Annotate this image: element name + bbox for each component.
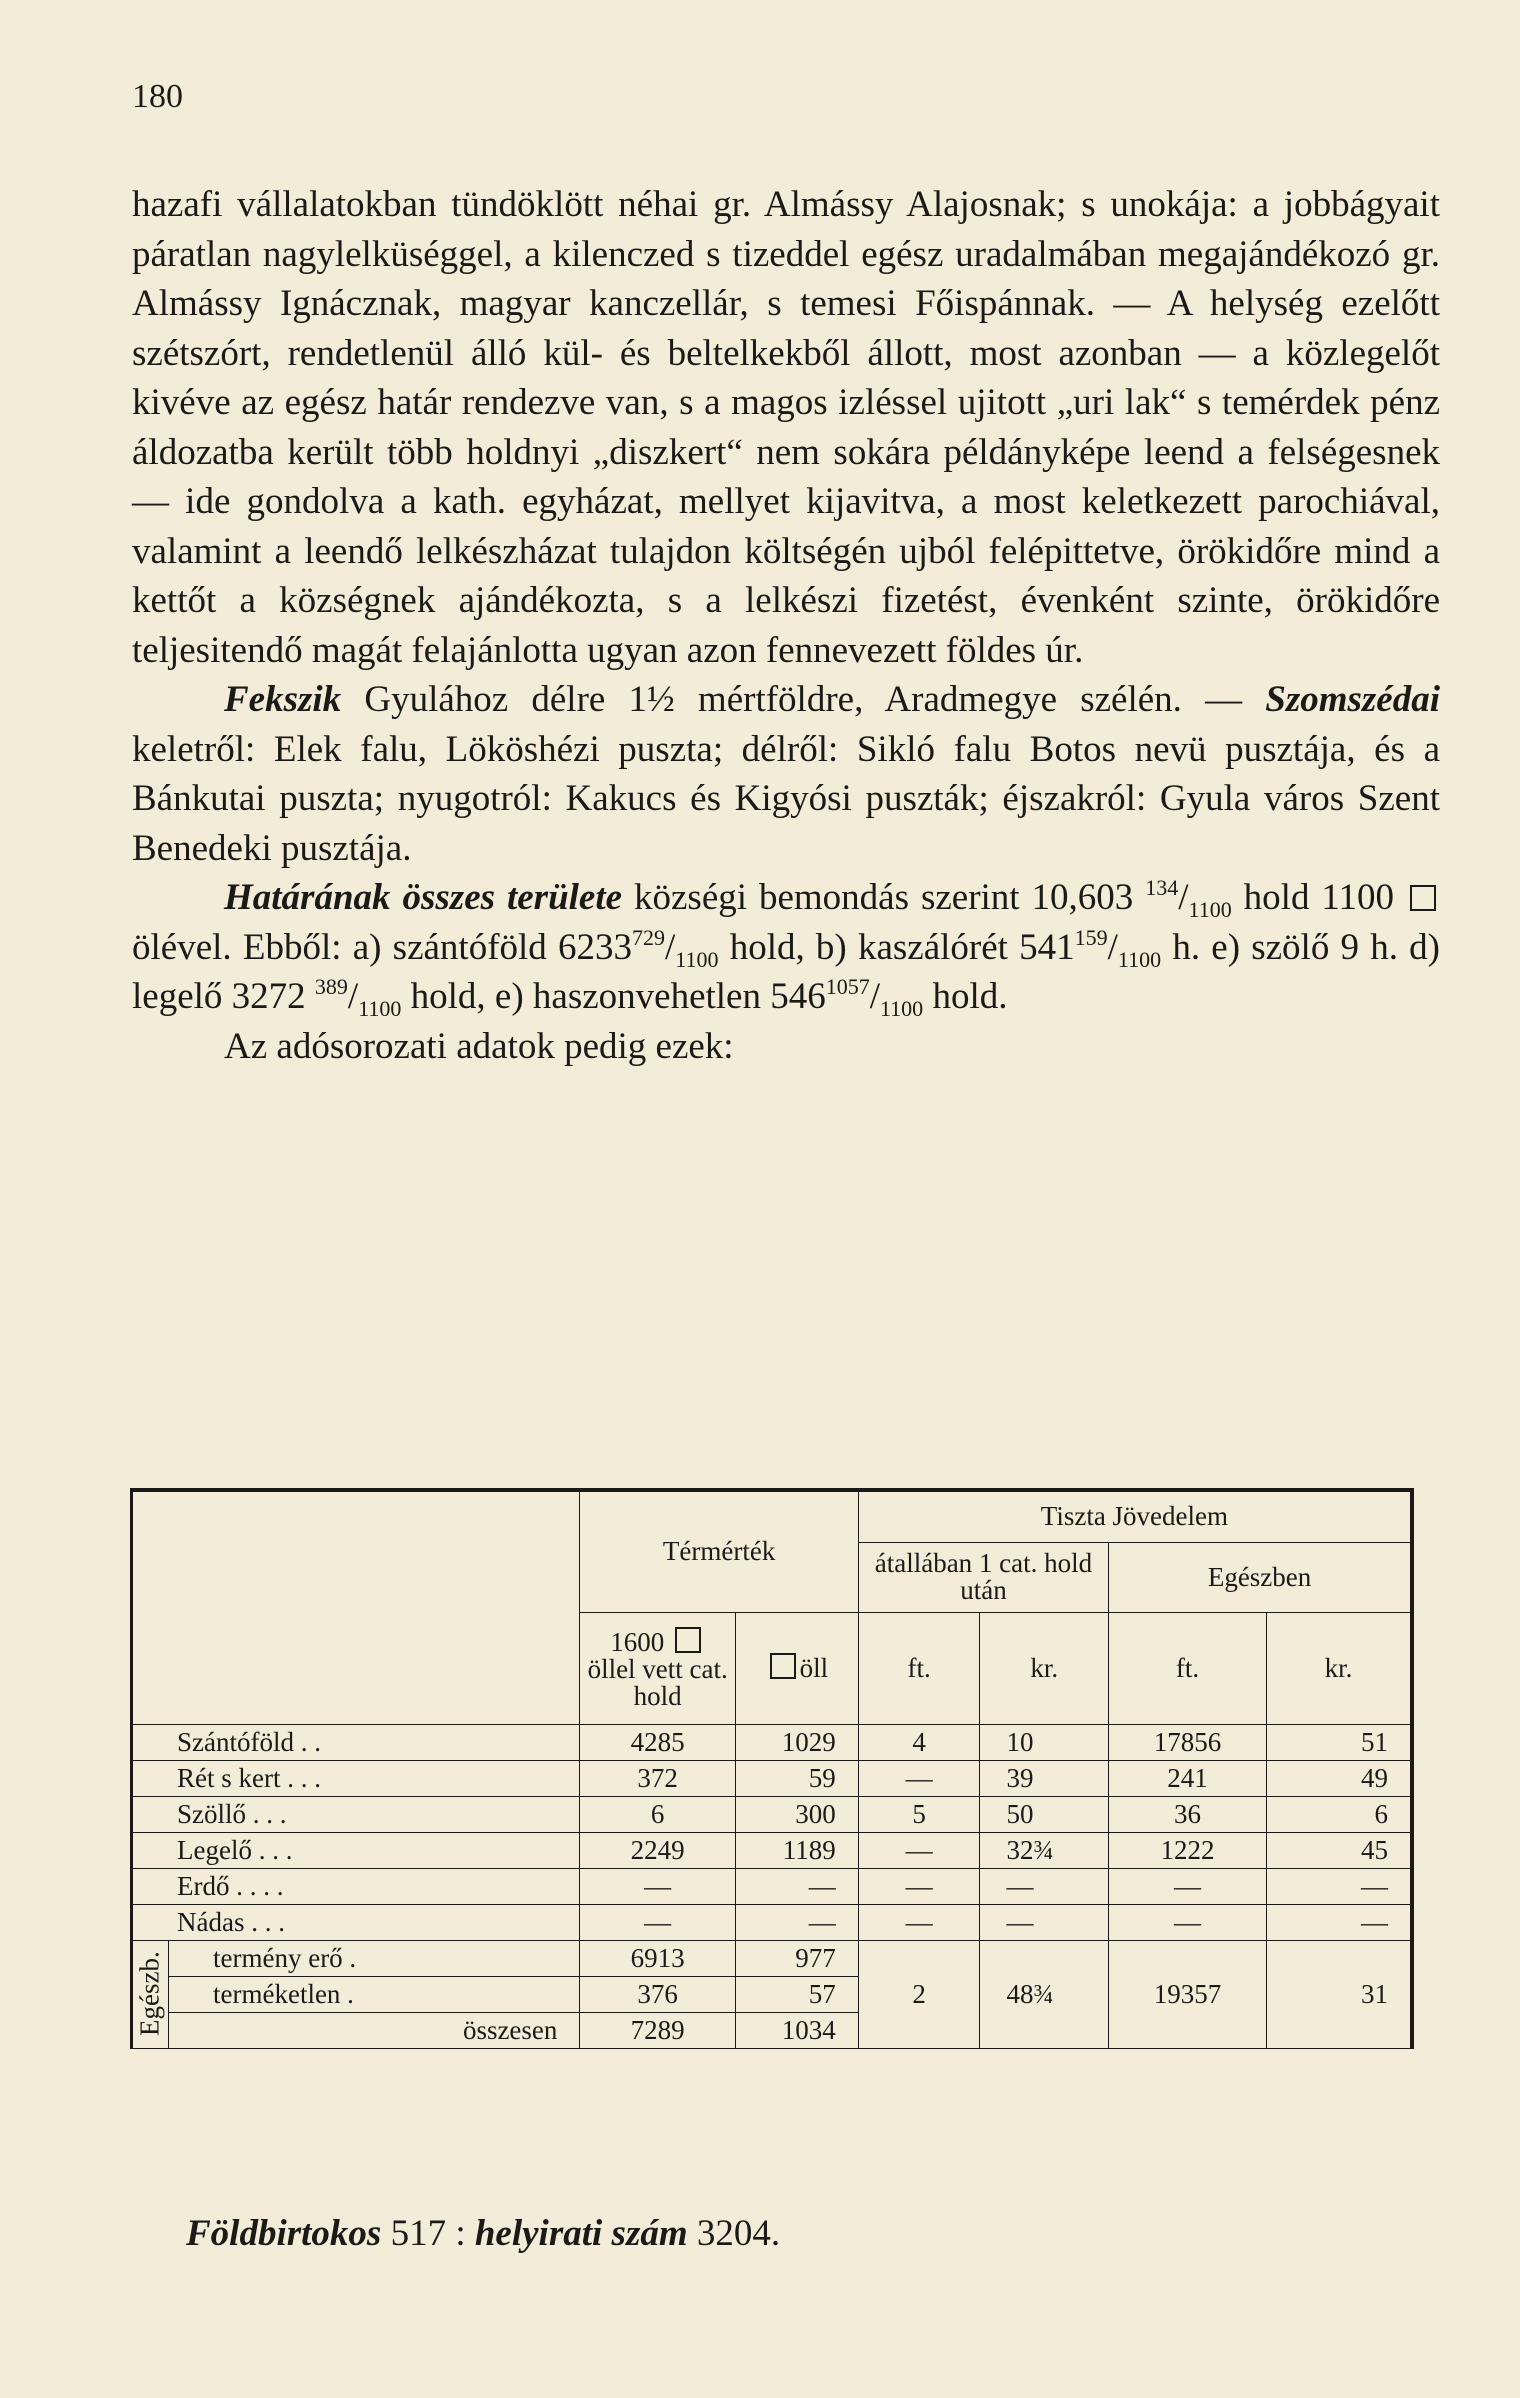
summary-row: Egészb. termény erő . 6913 977 2 48¾ 19357 31 <box>132 1940 1413 1976</box>
paragraph-4: Az adósorozati adatok pedig ezek: <box>224 1025 734 1067</box>
p3-text-b: hold 1100 <box>1231 877 1395 918</box>
paragraph-3 <box>132 873 1440 1022</box>
table-row: Erdő . . . . — — — — — — <box>132 1868 1413 1904</box>
table-row: Nádas . . . — — — — — — <box>132 1904 1413 1940</box>
p3-text-f: hold, e) haszonvehetlen 546 <box>401 976 826 1017</box>
fraction-2: $^{729}/_{1100}$ <box>632 924 719 972</box>
square-unit-icon <box>770 1653 796 1679</box>
p2-fraction: ½ <box>647 679 675 720</box>
term-hatar: Határának összes területe <box>224 877 623 918</box>
header-kr-1: kr. <box>980 1612 1109 1724</box>
header-1600-ollel: 1600 öllel vett cat. hold <box>580 1612 736 1724</box>
summary-row: terméketlen . 376 57 <box>132 1976 1413 2012</box>
tax-table <box>130 1488 1414 2049</box>
sum-ft-1: 2 <box>858 1940 980 2048</box>
header-egeszben: Egészben <box>1109 1542 1412 1612</box>
p2-text-c: keletről: Elek falu, Lököshézi puszta; délről: Sikló falu Botos nevü pusztája, és a Bánkutai puszta; nyugotról: Kakucs és Kigyósi puszták; éjszakról: Gyula város Szent Benedeki pusztája. <box>132 728 1440 869</box>
table-row: Szöllő . . . 6 300 5 50 36 6 <box>132 1796 1413 1832</box>
p3-text-g: hold. <box>923 976 1008 1017</box>
body-text <box>132 180 1440 1071</box>
fraction-1: $^{134}/_{1100}$ <box>1145 875 1232 922</box>
summary-row: összesen 7289 1034 <box>132 2012 1413 2048</box>
p3-text-a: községi bemondás szerint 10,603 <box>622 877 1146 918</box>
table-row: Szántóföld . . 4285 1029 4 10 17856 51 <box>132 1724 1413 1760</box>
header-ft-2: ft. <box>1109 1612 1267 1724</box>
p2-text-b: mértföldre, Aradmegye szélén. — <box>674 679 1266 720</box>
square-unit-icon <box>1410 885 1436 911</box>
p3-text-c: ölével. Ebből: a) szántóföld 6233 <box>132 926 633 968</box>
header-termertek: Térmérték <box>580 1490 858 1612</box>
paragraph-2 <box>132 675 1440 873</box>
footer-value-2: 3204. <box>687 2213 781 2254</box>
footer-term-2: helyirati szám <box>474 2213 688 2254</box>
fraction-3: $^{159}/_{1100}$ <box>1074 924 1162 972</box>
page-number: 180 <box>132 78 183 115</box>
side-label-egeszb: Egészb. <box>132 1940 169 2048</box>
table-row: Rét s kert . . . 372 59 — 39 241 49 <box>132 1760 1413 1796</box>
header-atallaban: átallában 1 cat. hold után <box>858 1542 1108 1612</box>
sum-kr-1: 48¾ <box>980 1940 1109 2048</box>
table-row: Legelő . . . 2249 1189 — 32¾ 1222 45 <box>132 1832 1413 1868</box>
term-szomszedai: Szomszédai <box>1265 679 1441 720</box>
p3-text-d: hold, b) kaszálórét 541 <box>718 926 1075 968</box>
p2-text-a: Gyulához délre 1 <box>341 679 647 720</box>
sum-ft-2: 19357 <box>1109 1940 1267 2048</box>
header-tiszta-jovedelem: Tiszta Jövedelem <box>858 1490 1412 1542</box>
square-unit-icon <box>675 1627 701 1653</box>
footer-line <box>186 2212 780 2255</box>
fraction-5: $^{1057}/_{1100}$ <box>825 974 924 1021</box>
term-fekszik: Fekszik <box>224 679 342 720</box>
header-ft-1: ft. <box>858 1612 980 1724</box>
fraction-4: $^{389}/_{1100}$ <box>314 974 402 1021</box>
header-ol: öll <box>735 1612 858 1724</box>
header-kr-2: kr. <box>1266 1612 1412 1724</box>
p3-text-e: h. e) szölő 9 h. d) legelő 3272 <box>132 926 1441 1017</box>
footer-value-1: 517 : <box>381 2213 475 2254</box>
sum-kr-2: 31 <box>1266 1940 1412 2048</box>
footer-term-1: Földbirtokos <box>186 2213 382 2254</box>
paragraph-1: hazafi vállalatokban tündöklött néhai gr. Almássy Alajosnak; s unokája: a jobbágyait páratlan nagylelküséggel, a kilenczed s tizeddel egész uradalmában megajándékozó gr. Almássy Ignácznak, magyar kanczellár, s temesi Főispánnak. — A helység ezelőtt szétszórt, rendetlenül álló kül- és beltelkekből állott, most azonban — a közlegelőt kivéve az egész határ rendezve van, s a magos izléssel ujitott „uri lak“ s temérdek pénz áldozatba került több holdnyi „diszkert“ nem sokára példányképe leend a felségesnek — ide gondolva a kath. egyházat, mellyet kijavitva, a most keletkezett parochiával, valamint a leendő lelkészházat tulajdon költségén ujból felépittetve, örökidőre mind a kettőt a községnek ajándékozta, s a lelkészi fizetést, évenként szinte, örökidőre teljesitendő magát felajánlotta ugyan azon fennevezett földes úr. <box>132 184 1440 671</box>
header-blank <box>132 1490 580 1724</box>
